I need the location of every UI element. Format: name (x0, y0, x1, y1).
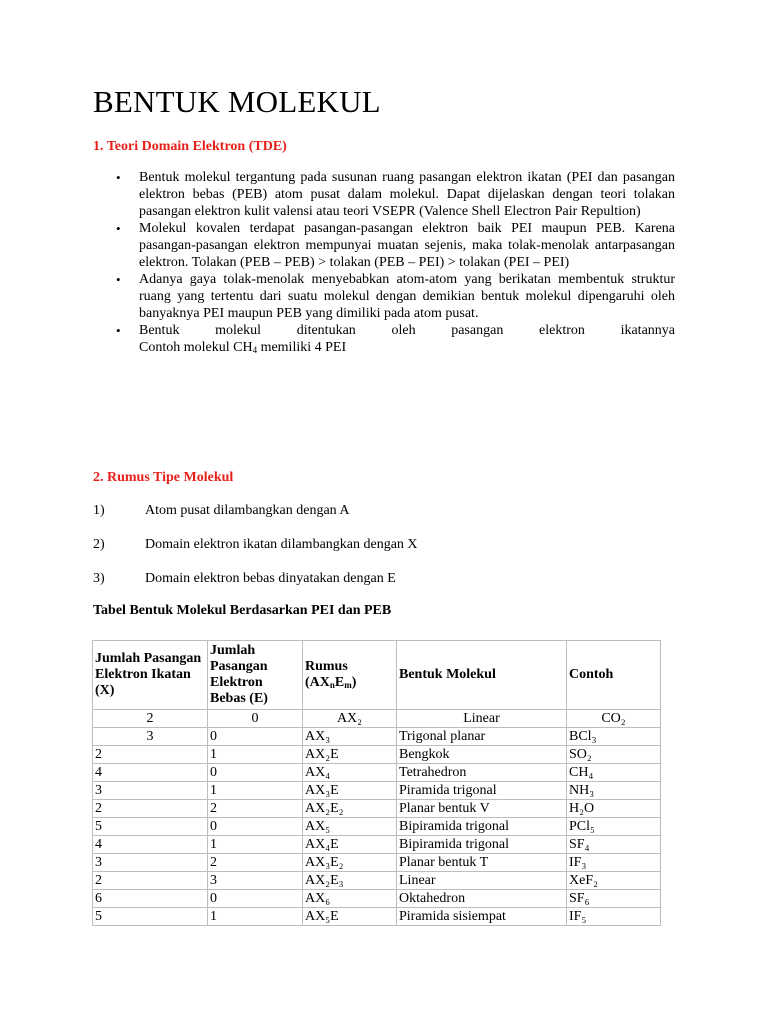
cell-lone-pairs: 1 (208, 746, 303, 764)
header-lone-pairs: Jumlah Pasangan Elektron Bebas (E) (208, 641, 303, 710)
cell-example: IF₅ (567, 908, 661, 926)
table-row (93, 728, 661, 746)
header-formula-sub-m: m (344, 680, 352, 690)
cell-lone-pairs: 0 (208, 710, 303, 728)
list-item: • Adanya gaya tolak-menolak menyebabkan atom-atom yang berikatan membentuk struktur ruang yang tertentu dari suatu molekul dengan demikian bentuk molekul dipengaruhi oleh banyaknya PEI maupun PEB yang dimiliki pada atom pusat. (93, 271, 675, 322)
header-bonding-pairs: Jumlah Pasangan Elektron Ikatan (X) (93, 641, 208, 710)
cell-lone-pairs: 2 (208, 800, 303, 818)
cell-bonding-pairs: 2 (93, 872, 208, 890)
list-item (93, 537, 418, 571)
example-subscript: 4 (252, 345, 258, 355)
section-heading-rumus: 2. Rumus Tipe Molekul (93, 470, 234, 485)
list-item: • Bentuk molekul tergantung pada susunan ruang pasangan elektron ikatan (PEI dan pasangan elektron bebas (PEB) atom pusat dalam molekul. Dapat dijelaskan dengan teori tolakan pasangan elektron kulit valensi atau teori VSEPR (Valence Shell Electron Pair Repultion) (93, 169, 675, 220)
cell-formula: AX₃ (303, 728, 397, 746)
cell-shape: Tetrahedron (397, 764, 567, 782)
list-item (93, 571, 418, 605)
cell-bonding-pairs: 3 (93, 782, 208, 800)
bullet-list (93, 169, 675, 356)
table-body (93, 710, 661, 926)
table-row (93, 764, 661, 782)
cell-formula: AX₆ (303, 890, 397, 908)
cell-bonding-pairs: 4 (93, 764, 208, 782)
cell-lone-pairs: 1 (208, 908, 303, 926)
example-prefix: Contoh molekul CH (139, 340, 253, 355)
cell-formula: AX₃E (303, 782, 397, 800)
example-suffix: memiliki 4 PEI (257, 340, 347, 355)
list-item (93, 322, 675, 356)
table-row (93, 818, 661, 836)
cell-example: CH₄ (567, 764, 661, 782)
cell-lone-pairs: 0 (208, 890, 303, 908)
molecule-shape-table (92, 640, 661, 926)
rules-list (93, 503, 418, 605)
cell-example: CO₂ (567, 710, 661, 728)
cell-formula: AX₄E (303, 836, 397, 854)
cell-example: XeF₂ (567, 872, 661, 890)
list-item: • Molekul kovalen terdapat pasangan-pasangan elektron baik PEI maupun PEB. Karena pasangan-pasangan elektron mempunyai muatan sejenis, maka tolak-menolak antarpasangan elektron. Tolakan (PEB – PEB) > tolakan (PEB – PEI) > tolakan (PEI – PEI) (93, 220, 675, 271)
cell-formula: AX₃E₂ (303, 854, 397, 872)
list-item (93, 503, 418, 537)
table-row (93, 746, 661, 764)
header-formula-suffix: ) (351, 675, 357, 690)
table-row (93, 854, 661, 872)
cell-example: SF₄ (567, 836, 661, 854)
list-item-line: • Bentuk molekul ditentukan oleh pasangan elektron ikatannya (139, 323, 675, 338)
table-row (93, 710, 661, 728)
rule-number: 2) (93, 537, 105, 552)
cell-lone-pairs: 1 (208, 836, 303, 854)
cell-example: PCl₅ (567, 818, 661, 836)
page-title: BENTUK MOLEKUL (93, 84, 381, 119)
cell-shape: Oktahedron (397, 890, 567, 908)
header-formula (303, 641, 397, 710)
cell-lone-pairs: 0 (208, 728, 303, 746)
cell-formula: AX₄ (303, 764, 397, 782)
cell-example: BCl₃ (567, 728, 661, 746)
header-example: Contoh (567, 641, 661, 710)
cell-formula: AX₂E₂ (303, 800, 397, 818)
cell-lone-pairs: 2 (208, 854, 303, 872)
table-row (93, 782, 661, 800)
cell-shape: Linear (397, 872, 567, 890)
table-caption: Tabel Bentuk Molekul Berdasarkan PEI dan PEB (93, 603, 392, 618)
table-row (93, 890, 661, 908)
cell-bonding-pairs: 2 (93, 746, 208, 764)
rule-text: Domain elektron ikatan dilambangkan dengan X (145, 537, 418, 552)
cell-shape: Trigonal planar (397, 728, 567, 746)
cell-example: IF₃ (567, 854, 661, 872)
cell-formula: AX₅ (303, 818, 397, 836)
header-formula-prefix: Rumus (AX (305, 659, 348, 690)
cell-lone-pairs: 0 (208, 764, 303, 782)
cell-shape: Piramida trigonal (397, 782, 567, 800)
table-header-row (93, 641, 661, 710)
rule-text: Domain elektron bebas dinyatakan dengan E (145, 571, 396, 586)
header-formula-e: E (334, 675, 345, 690)
cell-shape: Bipiramida trigonal (397, 836, 567, 854)
cell-shape: Bipiramida trigonal (397, 818, 567, 836)
cell-bonding-pairs: 2 (93, 710, 208, 728)
table-row (93, 800, 661, 818)
cell-bonding-pairs: 3 (93, 728, 208, 746)
cell-example: NH₃ (567, 782, 661, 800)
cell-shape: Piramida sisiempat (397, 908, 567, 926)
cell-shape: Bengkok (397, 746, 567, 764)
cell-formula: AX₂E₃ (303, 872, 397, 890)
section-heading-tde: 1. Teori Domain Elektron (TDE) (93, 139, 287, 154)
table-row (93, 908, 661, 926)
rule-number: 1) (93, 503, 105, 518)
cell-formula: AX₂ (303, 710, 397, 728)
cell-formula: AX₂E (303, 746, 397, 764)
list-item-example (139, 339, 675, 356)
cell-lone-pairs: 1 (208, 782, 303, 800)
cell-example: SF₆ (567, 890, 661, 908)
cell-lone-pairs: 3 (208, 872, 303, 890)
cell-example: H₂O (567, 800, 661, 818)
table-row (93, 872, 661, 890)
cell-bonding-pairs: 5 (93, 908, 208, 926)
cell-shape: Linear (397, 710, 567, 728)
cell-lone-pairs: 0 (208, 818, 303, 836)
rule-number: 3) (93, 571, 105, 586)
header-formula-sub-n: n (329, 680, 335, 690)
header-shape: Bentuk Molekul (397, 641, 567, 710)
table-row (93, 836, 661, 854)
cell-example: SO₂ (567, 746, 661, 764)
cell-bonding-pairs: 5 (93, 818, 208, 836)
cell-bonding-pairs: 3 (93, 854, 208, 872)
cell-formula: AX₅E (303, 908, 397, 926)
rule-text: Atom pusat dilambangkan dengan A (145, 503, 350, 518)
cell-bonding-pairs: 2 (93, 800, 208, 818)
cell-shape: Planar bentuk V (397, 800, 567, 818)
cell-shape: Planar bentuk T (397, 854, 567, 872)
cell-bonding-pairs: 6 (93, 890, 208, 908)
cell-bonding-pairs: 4 (93, 836, 208, 854)
